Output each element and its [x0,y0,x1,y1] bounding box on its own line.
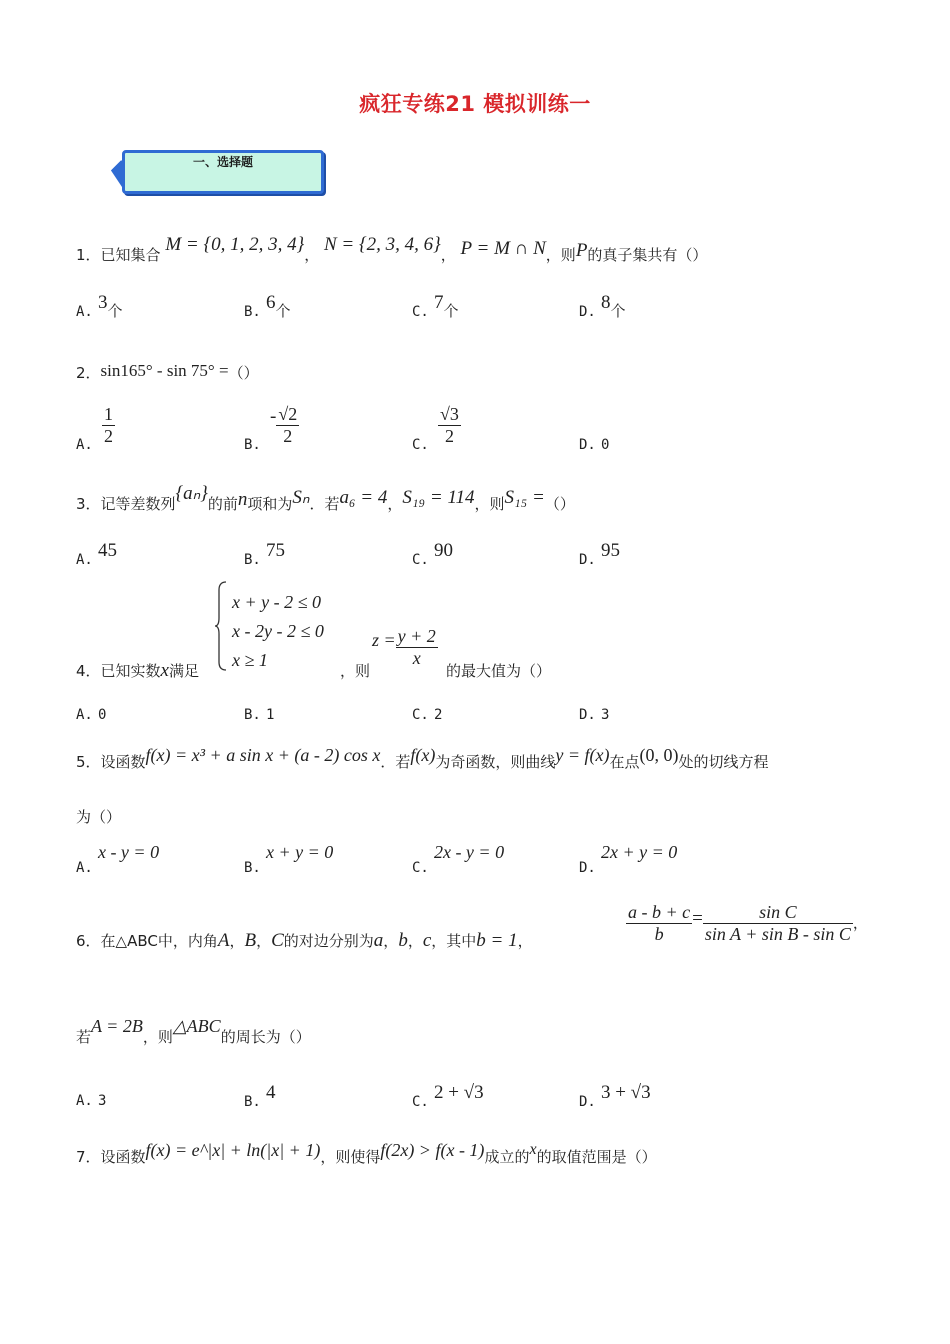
banner-box [122,150,324,194]
q3-option-d: 95 [600,540,620,561]
q5-option-c: 2x - y = 0 [433,842,505,862]
q6-equation: $\frac{a - b + c}{b}$ = $\frac{\text{sin C}}{\text{sin A + sin B - sin C}}$ ， [628,902,868,944]
q4-option-b: 1 [265,707,275,723]
q4-option-c: 2 [433,707,443,723]
q1-option-c: 7 [433,292,444,313]
question-6: 6．在△ABC中，内角A，B，C的对边分别为a，b，c，其中b = 1， [76,930,533,951]
q5-option-b: x + y = 0 [265,842,334,862]
q2-option-a: $\frac{1}{2}$ [104,404,113,446]
q4-constraints [232,588,324,675]
q3-option-b: 75 [265,540,285,561]
q1-set-n: N = {2, 3, 4, 6} [323,234,441,255]
q5-option-d: 2x + y = 0 [600,842,678,862]
q5-function: f(x) = x³ + a sin x + (a - 2) cos x [145,745,381,765]
q4-objective: z = $\frac{y + 2}{x}$ [372,626,436,668]
q4-option-a: 0 [97,707,107,723]
q4-constraint-3: x ≥ 1 [232,650,268,670]
q6-option-c: 2 + √3 [433,1082,484,1103]
q1-option-b: 6 [265,292,276,313]
question-5: 5．设函数f(x) = x³ + a sin x + (a - 2) cos x．若f(x)为奇函数，则曲线y = f(x)在点(0, 0)处的切线方程 [76,745,769,771]
q4-constraint-1: x + y - 2 ≤ 0 [232,592,321,612]
q1-option-d: 8 [600,292,611,313]
q1-set-p: P = M ∩ N [460,238,546,259]
q1-option-a: 3 [97,292,108,313]
q6-option-a: 3 [97,1093,107,1109]
q2-options: A. $\frac{1}{2}$ B. - $\frac{√2}{2}$ C. $\frac{√3}{2}$ D. 0 [76,404,610,453]
q1-tail: 的真子集共有（） [587,246,708,264]
q4-tail: 的最大值为（） [446,662,552,680]
q5-option-a: x - y = 0 [97,842,160,862]
q4-brace [214,580,234,672]
q3-sequence: {aₙ} [175,483,208,504]
q6-line2: 若A = 2B，则△ABC的周长为（） [76,1016,311,1046]
q3-a6: a₆ = 4 [339,487,388,508]
q6-option-b: 4 [265,1082,276,1103]
q3-option-a: 45 [97,540,117,561]
q4-constraint-2: x - 2y - 2 ≤ 0 [232,621,324,641]
q3-s19: S₁₉ = 114 [402,487,475,508]
question-1: 1．已知集合 M = {0, 1, 2, 3, 4}， N = {2, 3, 4, 6}， P = M ∩ N，则P的真子集共有（） [76,234,708,264]
q5-line2: 为（） [76,808,122,826]
q1-set-m: M = {0, 1, 2, 3, 4} [165,234,305,255]
q4-then: ，则 [340,662,371,680]
q1-p-var: P [575,240,588,261]
banner-ribbon-fold [100,154,124,190]
q7-function: f(x) = e^|x| + ln(|x| + 1) [145,1140,321,1160]
question-3: 3．记等差数列{aₙ}的前n项和为Sₙ．若a₆ = 4，S₁₉ = 114，则S₁₅ =（） [76,483,575,513]
section-banner [96,146,326,194]
q7-inequality: f(2x) > f(x - 1) [380,1140,485,1160]
q3-s15: S₁₅ = [504,487,545,508]
q2-option-d: 0 [600,437,610,453]
q1-stem: 1．已知集合 [76,246,161,264]
q6-option-d: 3 + √3 [600,1082,651,1103]
section-heading: 一、选择题 [192,155,253,169]
page-title: 疯狂专练21 模拟训练一 [359,92,591,116]
question-4: 4．已知实数x满足 [76,660,199,681]
q2-option-c: $\frac{√3}{2}$ [440,404,459,446]
question-2: 2．sin165° - sin 75° =（） [76,361,259,382]
q4-option-d: 3 [600,707,610,723]
q3-option-c: 90 [433,540,453,561]
question-7: 7．设函数f(x) = e^|x| + ln(|x| + 1)，则使得f(2x) > f(x - 1)成立的x的取值范围是（） [76,1140,657,1166]
q2-expression: sin165° - sin 75° = [100,361,229,380]
q2-option-b: $\frac{√2}{2}$ [278,404,298,446]
